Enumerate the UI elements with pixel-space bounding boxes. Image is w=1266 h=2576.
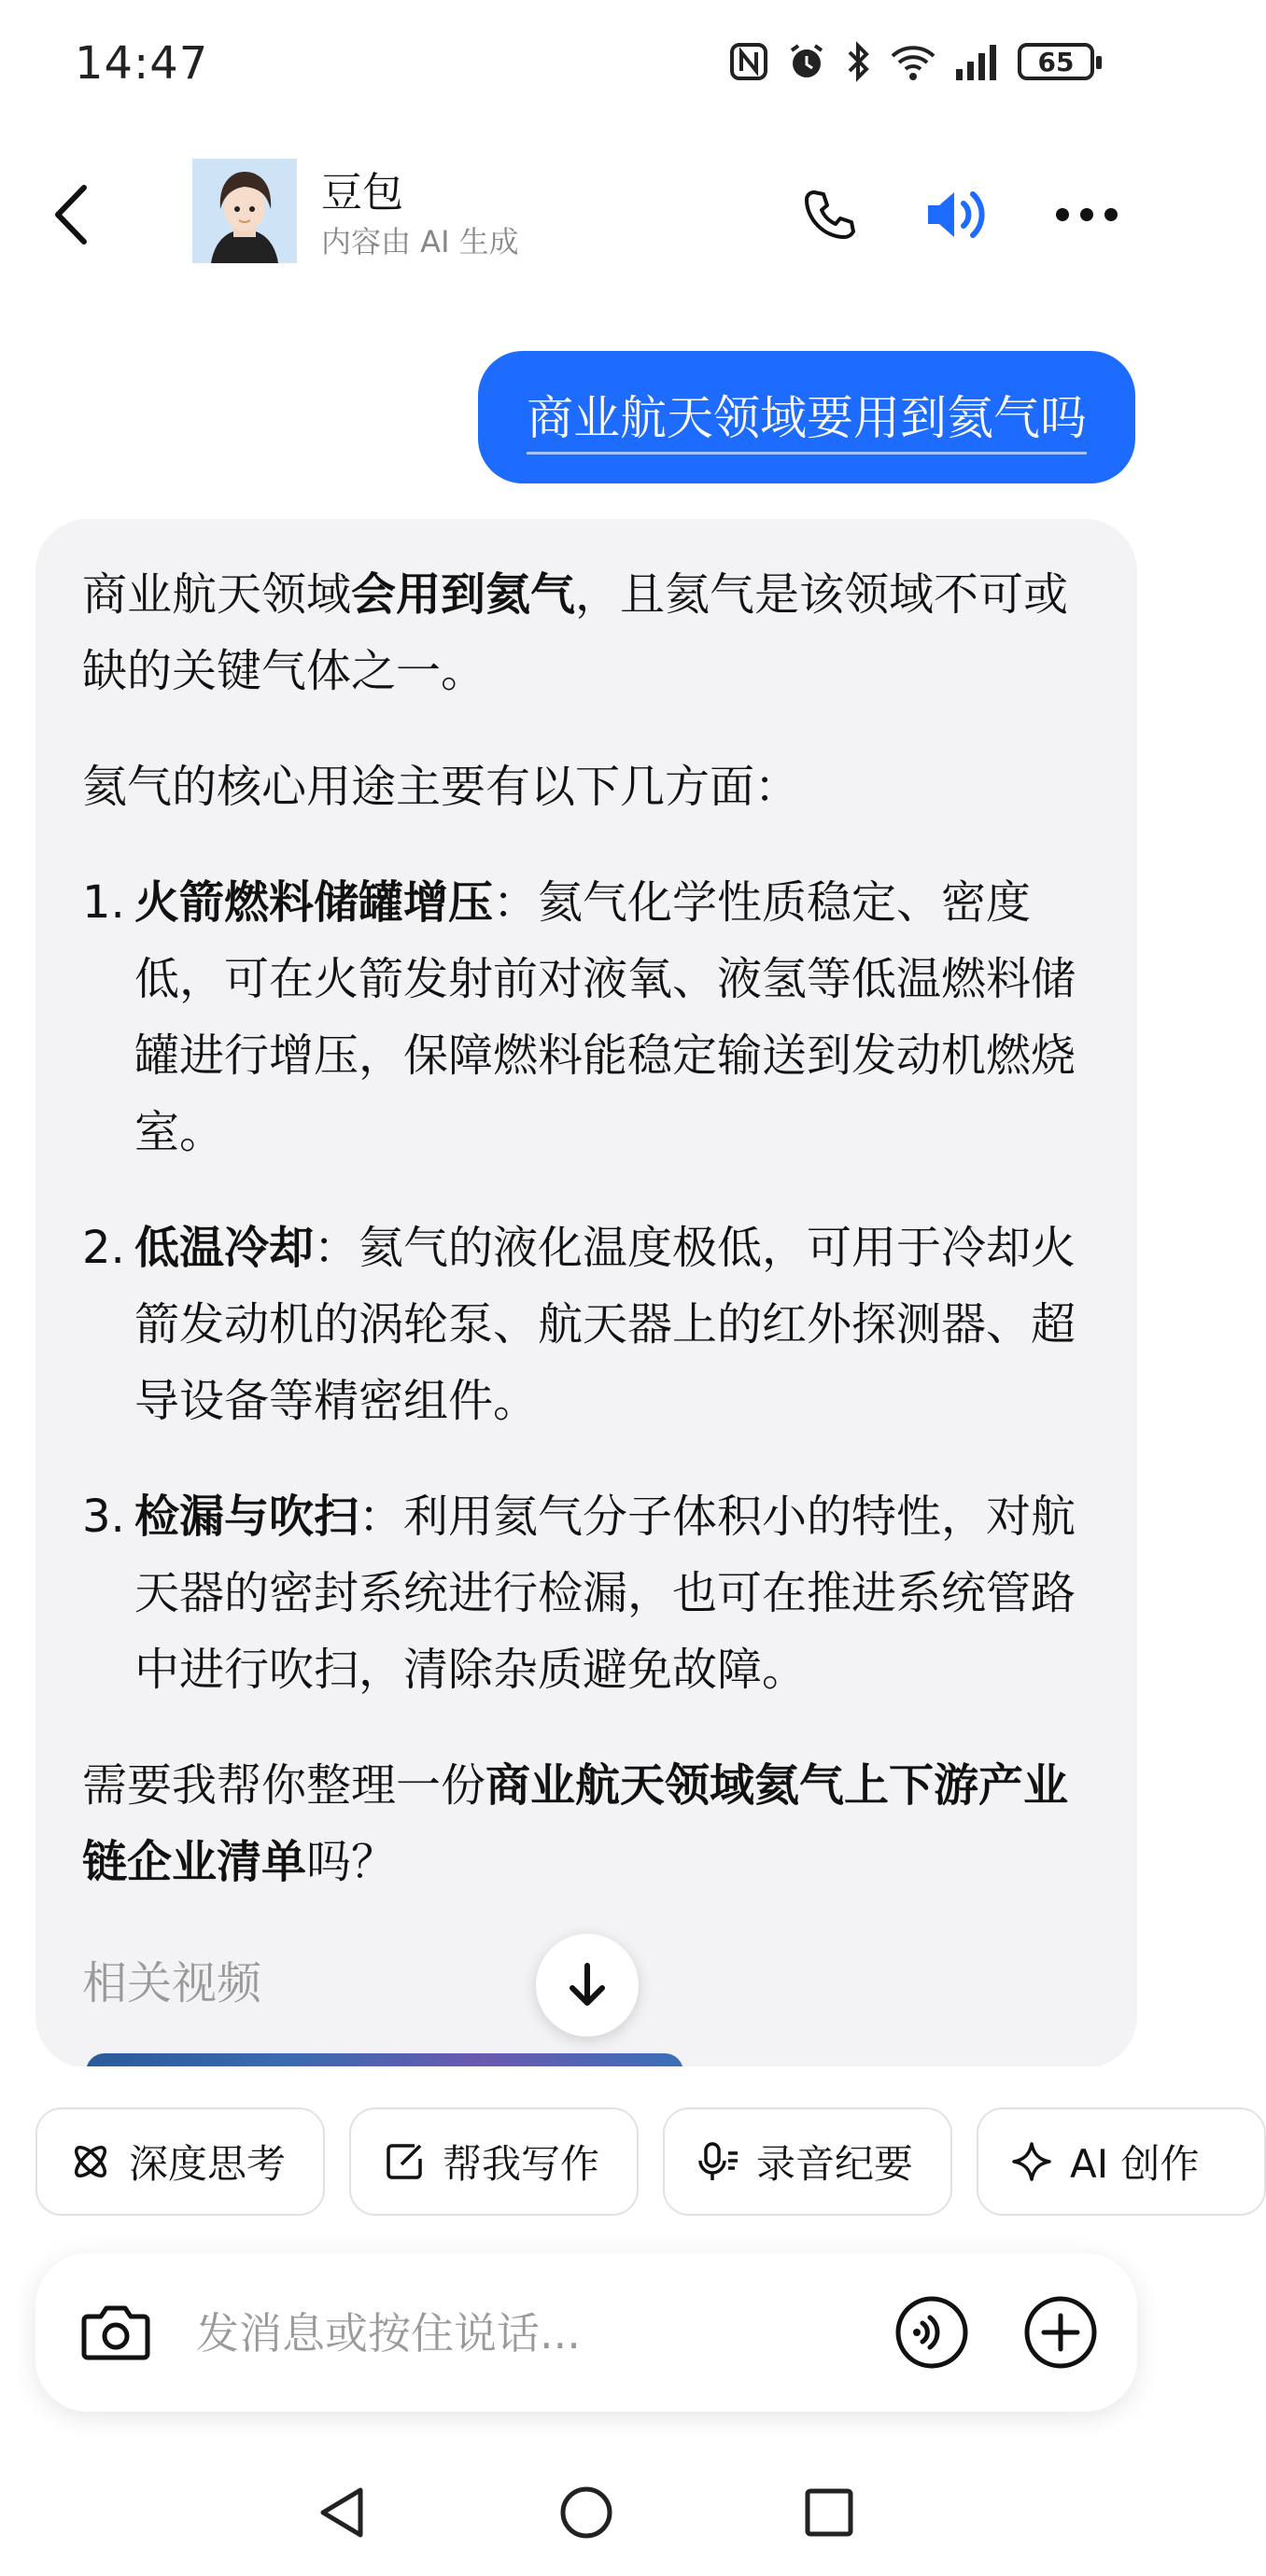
chip-recording-notes[interactable] bbox=[663, 2107, 952, 2216]
square-recents-icon bbox=[803, 2486, 855, 2539]
circle-home-icon bbox=[558, 2485, 614, 2541]
call-button[interactable] bbox=[790, 175, 868, 254]
more-button[interactable] bbox=[1048, 175, 1126, 254]
atom-icon bbox=[69, 2140, 112, 2183]
list-item: 1. 火箭燃料储罐增压：氦气化学性质稳定、密度低，可在火箭发射前对液氧、液氢等低温燃料储罐进行增压，保障燃料能稳定输送到发动机燃烧室。 bbox=[82, 876, 1076, 1158]
voice-call-button[interactable] bbox=[893, 2293, 971, 2372]
microphone-icon bbox=[696, 2140, 739, 2183]
chip-ai-create[interactable] bbox=[977, 2107, 1266, 2216]
more-icon bbox=[1053, 205, 1120, 224]
chat-header bbox=[0, 149, 1173, 280]
answer-closing: 需要我帮你整理一份商业航天领域氦气上下游产业链企业清单吗？ bbox=[82, 1759, 1069, 1888]
assistant-message-card bbox=[35, 519, 1137, 2068]
bot-name: 豆包 bbox=[321, 169, 403, 217]
assistant-message-text bbox=[82, 556, 1109, 1939]
status-icons bbox=[728, 41, 1094, 82]
bluetooth-icon bbox=[844, 41, 872, 82]
nav-home-button[interactable] bbox=[547, 2473, 626, 2552]
nav-recents-button[interactable] bbox=[790, 2473, 868, 2552]
back-arrow-icon bbox=[50, 182, 91, 247]
sparkle-icon bbox=[1010, 2140, 1053, 2183]
avatar[interactable] bbox=[192, 159, 297, 263]
user-message-text: 商业航天领域要用到氦气吗 bbox=[527, 381, 1087, 455]
speaker-icon bbox=[922, 185, 990, 245]
answer-lead: 氦气的核心用途主要有以下几方面： bbox=[82, 761, 800, 813]
camera-icon bbox=[80, 2302, 151, 2363]
message-input-bar bbox=[35, 2253, 1137, 2412]
user-message-bubble[interactable] bbox=[478, 351, 1135, 483]
phone-icon bbox=[801, 187, 857, 243]
related-videos-label: 相关视频 bbox=[82, 1957, 262, 2009]
chip-label: 深度思考 bbox=[129, 2141, 287, 2187]
alarm-icon bbox=[786, 41, 827, 82]
voice-wave-icon bbox=[894, 2295, 969, 2370]
list-item: 2. 低温冷却：氦气的液化温度极低，可用于冷却火箭发动机的涡轮泵、航天器上的红外探测器、超导设备等精密组件。 bbox=[82, 1222, 1076, 1427]
camera-button[interactable] bbox=[77, 2293, 155, 2372]
system-nav-bar bbox=[0, 2445, 1173, 2576]
message-input[interactable] bbox=[194, 2290, 870, 2376]
chip-label: AI 创作 bbox=[1070, 2141, 1200, 2187]
edit-icon bbox=[383, 2140, 426, 2183]
signal-icon bbox=[954, 41, 1001, 82]
chip-label: 录音纪要 bbox=[756, 2141, 914, 2187]
ai-disclaimer: 内容由 AI 生成 bbox=[321, 224, 519, 259]
chip-deep-thinking[interactable] bbox=[35, 2107, 325, 2216]
nfc-icon bbox=[728, 41, 769, 82]
usage-list bbox=[82, 864, 1109, 1708]
status-time: 14:47 bbox=[75, 37, 209, 90]
back-button[interactable] bbox=[37, 174, 105, 256]
plus-icon bbox=[1023, 2295, 1098, 2370]
nav-back-button[interactable] bbox=[302, 2473, 381, 2552]
wifi-icon bbox=[889, 41, 937, 82]
status-bar bbox=[0, 0, 1173, 131]
battery-icon bbox=[1018, 43, 1094, 80]
chip-write[interactable] bbox=[349, 2107, 639, 2216]
scroll-to-bottom-button[interactable] bbox=[536, 1934, 639, 2037]
chip-label: 帮我写作 bbox=[443, 2141, 600, 2187]
arrow-down-icon bbox=[567, 1962, 608, 2009]
list-item: 3. 检漏与吹扫：利用氦气分子体积小的特性，对航天器的密封系统进行检漏，也可在推进系统管路中进行吹扫，清除杂质避免故障。 bbox=[82, 1491, 1076, 1696]
add-button[interactable] bbox=[1021, 2293, 1100, 2372]
answer-intro: 商业航天领域会用到氦气，且氦气是该领域不可或缺的关键气体之一。 bbox=[82, 568, 1069, 697]
speaker-button[interactable] bbox=[917, 175, 995, 254]
battery-level: 65 bbox=[1037, 46, 1075, 77]
triangle-back-icon bbox=[316, 2485, 368, 2541]
